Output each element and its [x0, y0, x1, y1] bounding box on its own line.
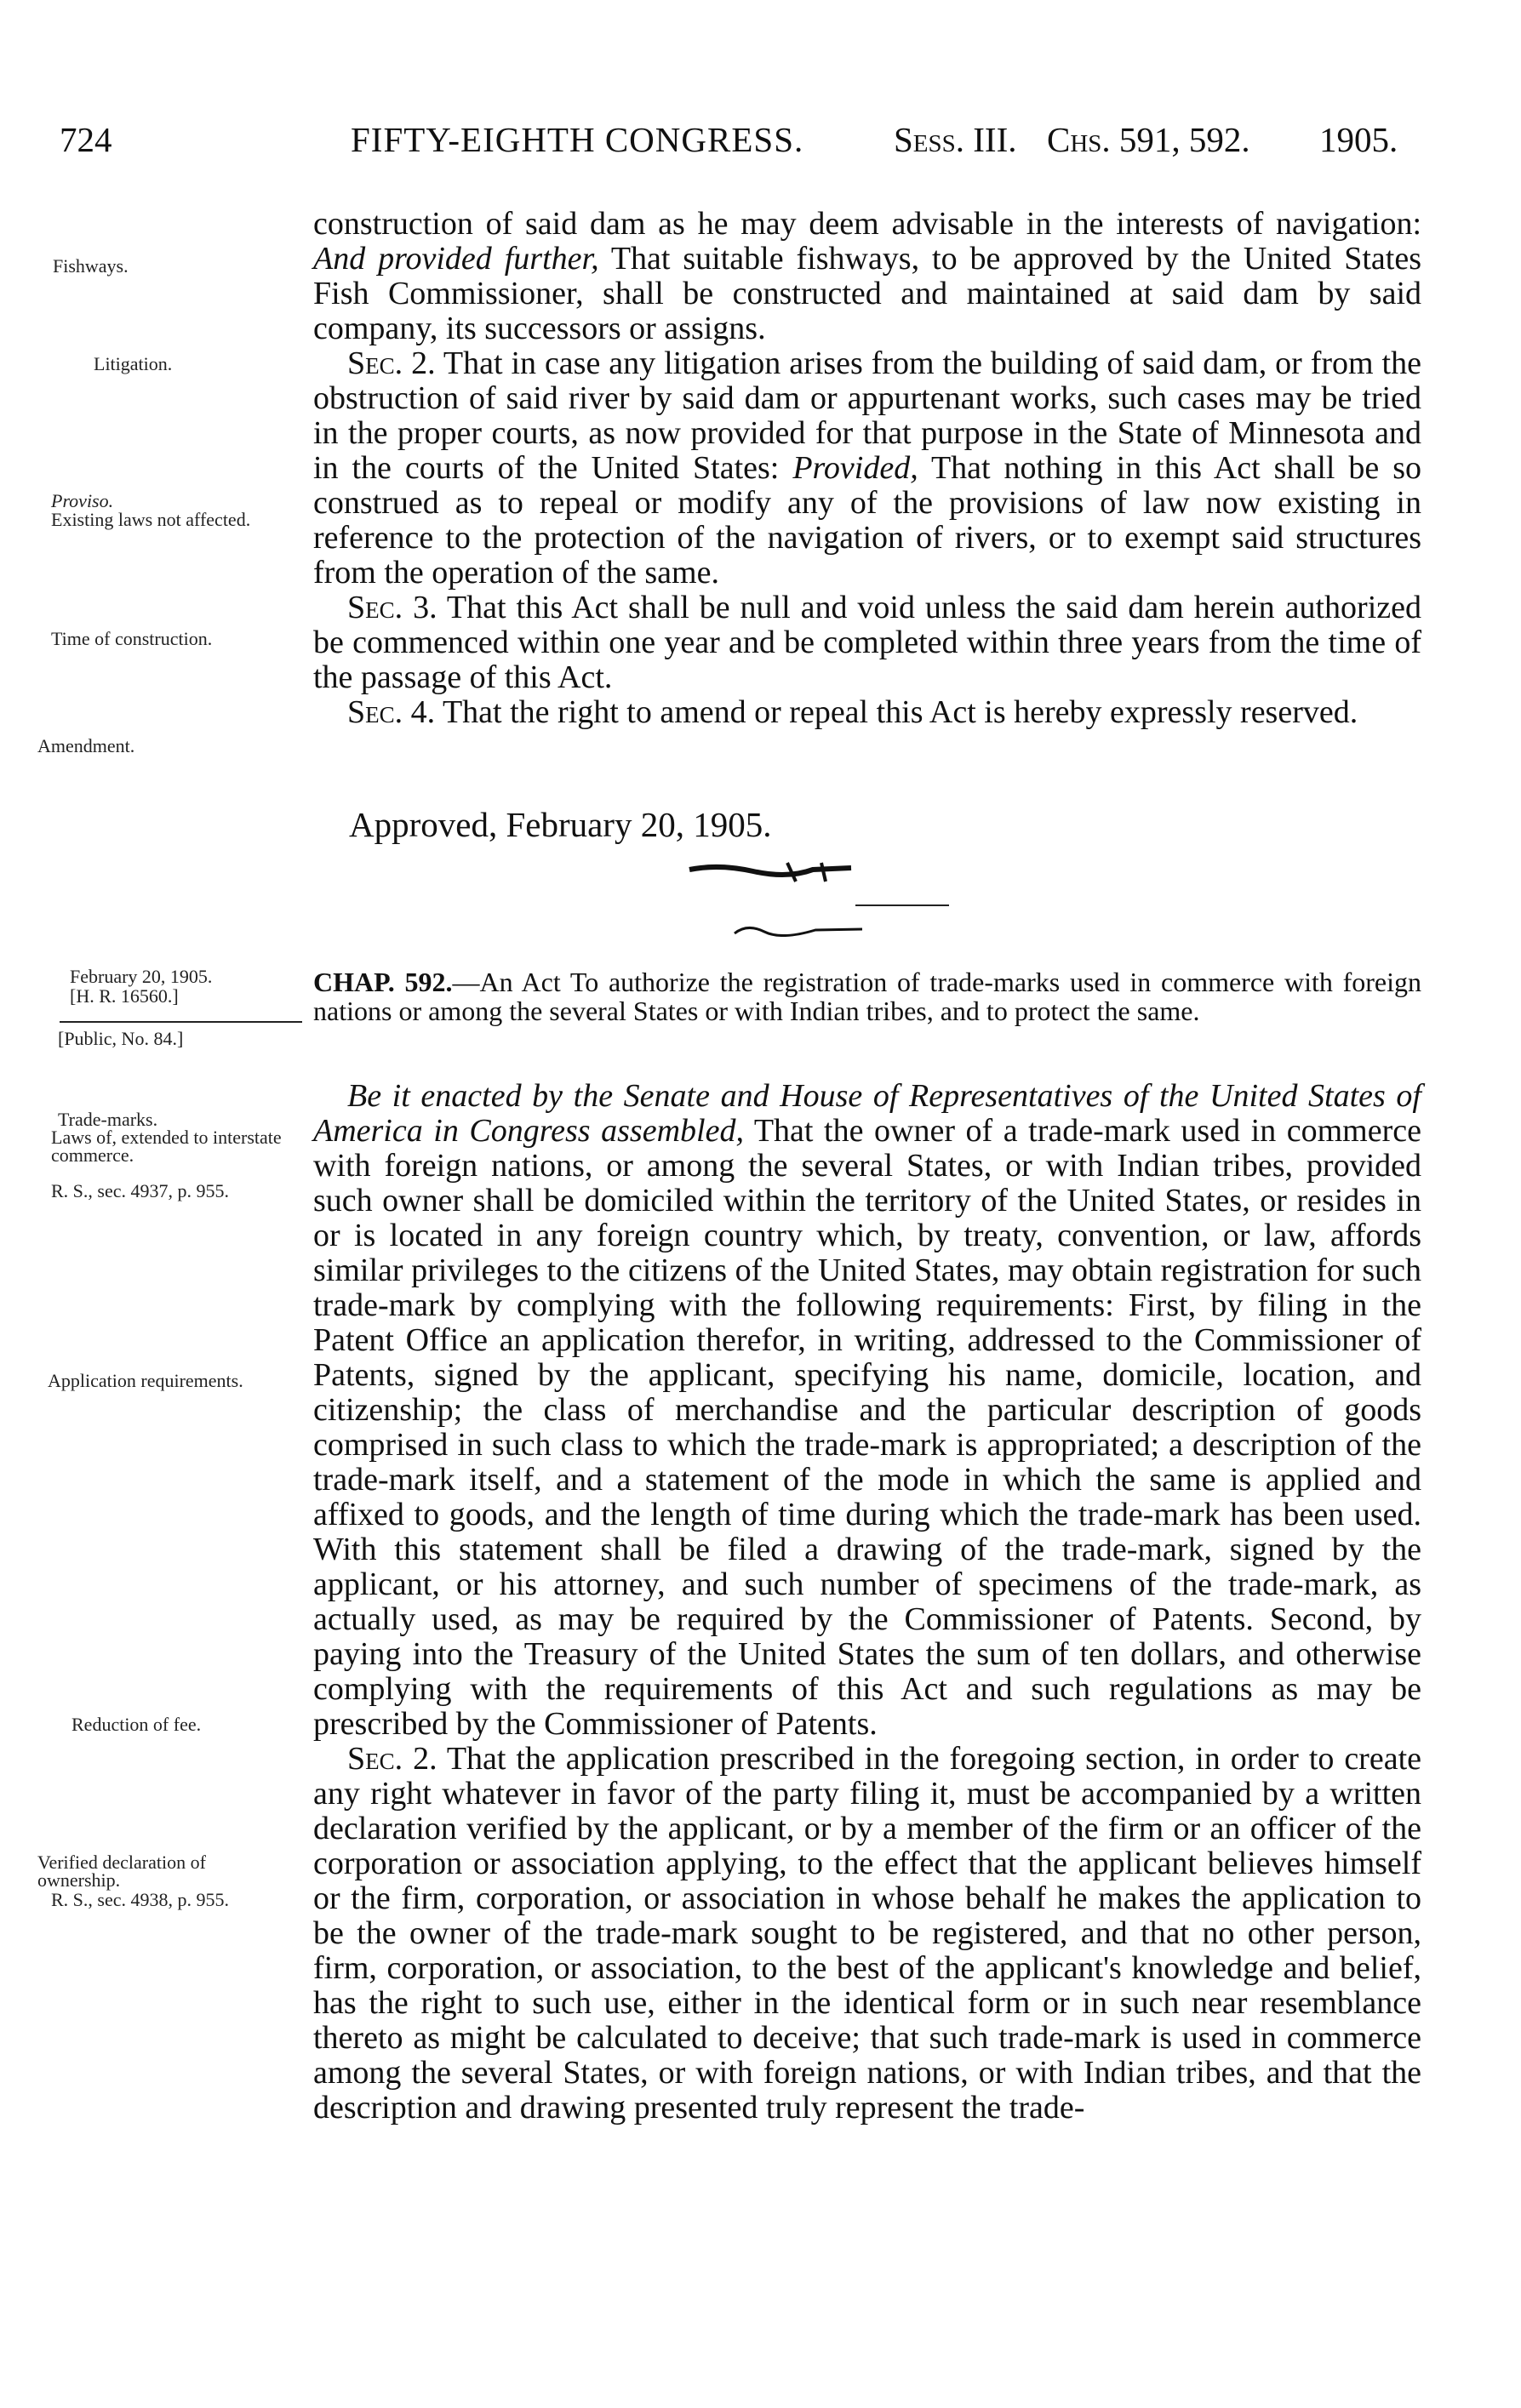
margin-bill: [H. R. 16560.] — [70, 985, 179, 1007]
section-4: Sec. 4. That the right to amend or repeal this Act is hereby expressly reserved. — [347, 694, 1358, 730]
running-header — [60, 119, 1421, 170]
margin-public-law: [Public, No. 84.] — [58, 1028, 184, 1049]
section-3: Sec. 3. That this Act shall be null and void unless the said dam herein authorized be commenced within one year and be completed within three years from the time of the passage of this Act. — [313, 590, 1421, 695]
margin-rs-4937: R. S., sec. 4937, p. 955. — [51, 1180, 229, 1201]
margin-reduction-of-fee: Reduction of fee. — [71, 1714, 202, 1735]
separator-rule — [855, 904, 949, 906]
margin-time-of-construction: Time of construction. — [51, 628, 213, 649]
enacting-clause: Be it enacted by the Senate and House of Representatives of the United States of America in Congress assembled, That the owner of a trade-mark used in commerce with foreign nations, or among the several States, or with Indian tribes, provided such owner shall be domiciled within the territory of the United States, or resides in or is located in any foreign country which, by treaty, convention, or law, affords similar privileges to the citizens of the United States, may obtain registration for such trade-mark by complying with the following requirements: First, by filing in the Patent Office an application therefor, in writing, addressed to the Commissioner of Patents, signed by the applicant, specifying his name, domicile, location, and citizenship; the class of merchandise and the particular description of goods comprised in such class to which the trade-mark is appropriated; a description of the trade-mark itself, and a statement of the mode in which the same is applied and affixed to goods, and the length of time during which the trade-mark has been used. With this statement shall be filed a drawing of the trade-mark, signed by the applicant, or his attorney, and such number of specimens of the trade-mark, as actually used, as may be required by the Commissioner of Patents. Second, by paying into the Treasury of the United States the sum of ten dollars, and otherwise complying with the requirements of this Act and such regulations as may be prescribed by the Commissioner of Patents. — [313, 1078, 1421, 1742]
separator-swash — [730, 922, 866, 937]
margin-divider — [60, 1021, 302, 1023]
chapters-label: Chs. 591, 592. — [1047, 120, 1250, 159]
margin-laws-extended: Laws of, extended to interstate commerce. — [51, 1127, 282, 1166]
page-number: 724 — [60, 120, 112, 159]
chap-592-text — [313, 1079, 1421, 2126]
paragraph-fishways: construction of said dam as he may deem advisable in the interests of navigation: And provided further, That suitable fishways, to be approved by the United States Fish Commissioner, shall be constructed and maintained at said dam by said company, its successors or assigns. — [313, 206, 1421, 346]
margin-verified-declaration: Verified declaration of ownership. — [37, 1852, 206, 1891]
margin-amendment: Amendment. — [37, 735, 135, 756]
margin-fishways: Fishways. — [53, 255, 129, 277]
chap-label: CHAP. 592. — [313, 967, 453, 997]
margin-date: February 20, 1905. — [70, 966, 213, 987]
session-label: Sess. III. — [894, 120, 1017, 159]
year-label: 1905. — [1319, 120, 1398, 159]
congress-title: FIFTY-EIGHTH CONGRESS. — [351, 120, 804, 159]
chap-591-text — [313, 207, 1421, 730]
margin-proviso: Proviso. — [51, 490, 114, 511]
section-2: Sec. 2. That in case any litigation arises from the building of said dam, or from the obstruction of said river by said dam or appurtenant works, such cases may be tried in the proper courts, as now provided for that purpose in the State of Minnesota and in the courts of the United States: Provided, That nothing in this Act shall be so construed as to repeal or modify any of the provisions of law now existing in reference to the protection of the navigation of rivers, or to exempt said structures from the operation of the same. — [313, 345, 1421, 591]
margin-existing-laws: Existing laws not affected. — [51, 509, 251, 530]
margin-rs-4938: R. S., sec. 4938, p. 955. — [51, 1889, 229, 1910]
printer-ornament — [685, 859, 855, 885]
chap-592-heading — [313, 967, 1421, 1025]
chap-title: —An Act To authorize the registration of trade-marks used in commerce with foreign nations or among the several States or with Indian tribes, and to protect the same. — [313, 967, 1422, 1026]
margin-litigation: Litigation. — [94, 353, 173, 374]
margin-application-requirements: Application requirements. — [48, 1370, 243, 1391]
section-2-trademarks: Sec. 2. That the application prescribed in the foregoing section, in order to create any right whatever in favor of the party filing it, must be accompanied by a written declaration verified by the applicant, or by a member of the firm or an officer of the corporation or association applying, to the effect that the applicant believes himself or the firm, corporation, or association in whose behalf he makes the application to be the owner of the trade-mark sought to be registered, and that no other person, firm, corporation, or association, to the best of the applicant's knowledge and belief, has the right to such use, either in the identical form or in such near resemblance thereto as might be calculated to deceive; that such trade-mark is used in commerce among the several States, or with foreign nations, or with Indian tribes, and that the description and drawing presented truly represent the trade- — [313, 1741, 1421, 2126]
margin-trademarks: Trade-marks. — [58, 1109, 158, 1130]
approval-line: Approved, February 20, 1905. — [349, 805, 772, 844]
